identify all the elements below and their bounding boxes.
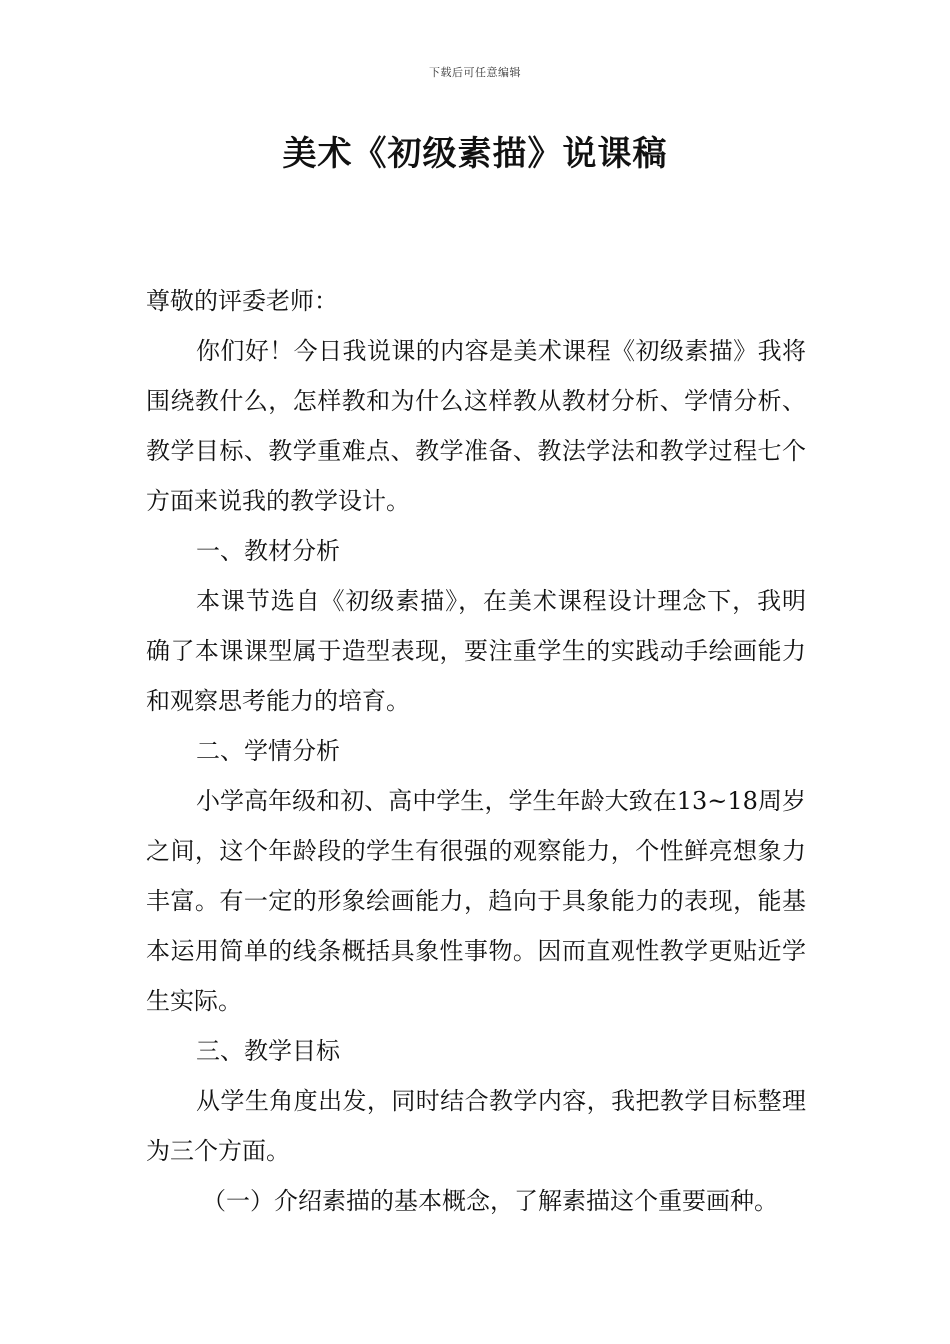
paragraph-student-analysis: 小学高年级和初、高中学生，学生年龄大致在13~18周岁之间，这个年龄段的学生有很强的观察能力，个性鲜亮想象力丰富。有一定的形象绘画能力，趋向于具象能力的表现，能基本运用简单的线条概括具象性事物。因而直观性教学更贴近学生实际。 [146, 787, 806, 1015]
paragraph-intro: 你们好！今日我说课的内容是美术课程《初级素描》我将围绕教什么，怎样教和为什么这样教从教材分析、学情分析、教学目标、教学重难点、教学准备、教法学法和教学过程七个方面来说我的教学设计。 [146, 337, 806, 515]
salutation: 尊敬的评委老师： [146, 287, 338, 315]
section-heading-student-analysis: 二、学情分析 [196, 737, 340, 765]
list-item-goal-1: （一）介绍素描的基本概念，了解素描这个重要画种。 [202, 1187, 778, 1215]
section-heading-material-analysis: 一、教材分析 [196, 537, 340, 565]
paragraph-material-analysis: 本课节选自《初级素描》，在美术课程设计理念下，我明确了本课课型属于造型表现，要注重学生的实践动手绘画能力和观察思考能力的培育。 [146, 587, 806, 715]
paragraph-teaching-goals: 从学生角度出发，同时结合教学内容，我把教学目标整理为三个方面。 [146, 1087, 806, 1165]
document-body [146, 276, 806, 1226]
header-note: 下载后可任意编辑 [429, 66, 521, 79]
section-heading-teaching-goals: 三、教学目标 [196, 1037, 340, 1065]
document-title: 美术《初级素描》说课稿 [282, 134, 668, 174]
